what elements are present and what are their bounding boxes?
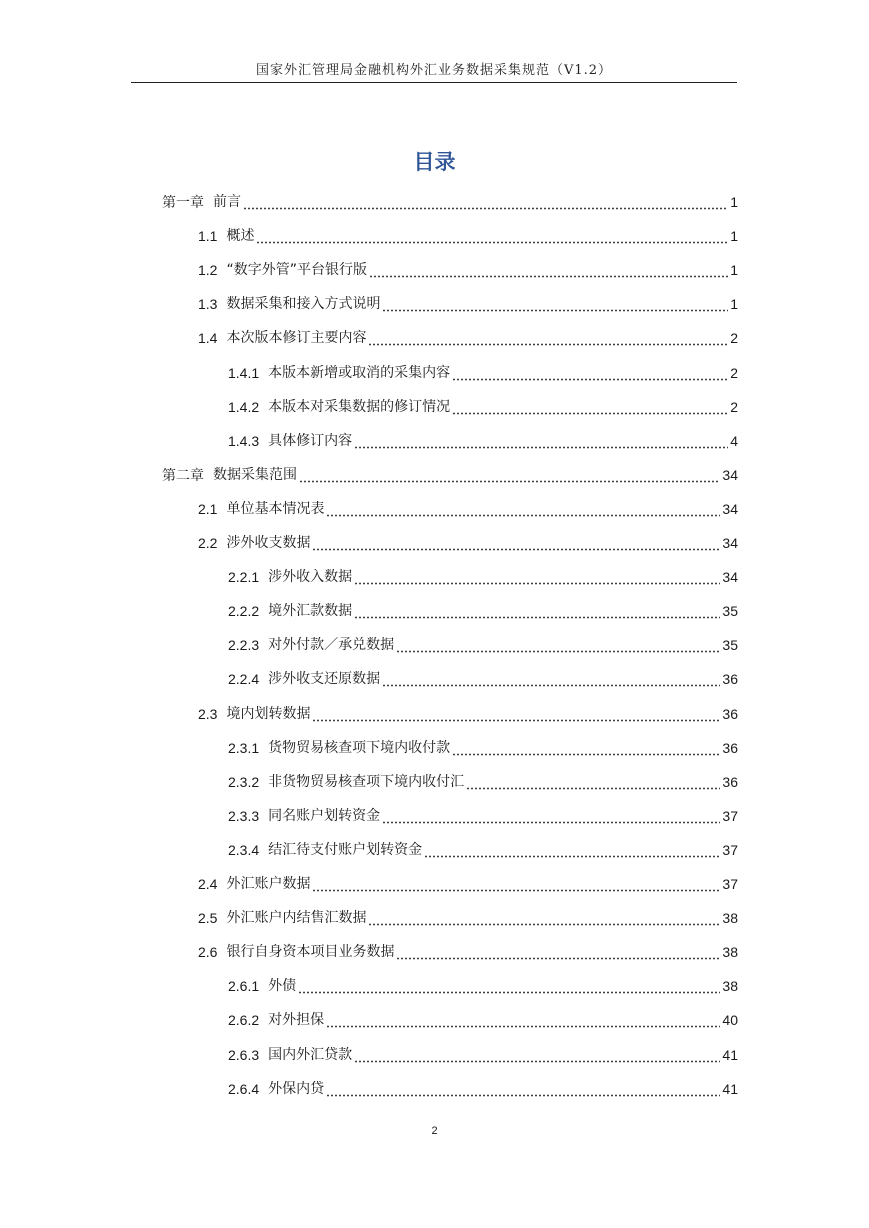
- toc-dot-leader: [326, 1072, 720, 1106]
- toc-dot-leader: [466, 765, 720, 799]
- toc-dot-leader: [354, 1038, 720, 1072]
- toc-entry[interactable]: [228, 628, 738, 662]
- toc-entry[interactable]: [198, 219, 738, 253]
- toc-entry-number: 2.6.3: [228, 1046, 260, 1063]
- toc-entry-title: 外债: [268, 978, 297, 995]
- toc-entry-title: 本版本对采集数据的修订情况: [268, 398, 451, 415]
- toc-entry-page: 1: [730, 262, 738, 279]
- toc-dot-leader: [382, 662, 720, 696]
- toc-dot-leader: [354, 594, 720, 628]
- toc-entry-page: 34: [722, 535, 738, 551]
- toc-entry-number: 2.6.1: [228, 978, 260, 995]
- toc-entry-title: 本版本新增或取消的采集内容: [268, 364, 451, 381]
- toc-entry-title: 境内划转数据: [226, 705, 311, 722]
- toc-entry-title: 外汇账户数据: [226, 876, 311, 892]
- toc-entry-title: 对外担保: [268, 1012, 325, 1029]
- page-header: 国家外汇管理局金融机构外汇业务数据采集规范（V1.2）: [255, 63, 613, 78]
- page-number: 2: [431, 1125, 438, 1137]
- toc-dot-leader: [368, 901, 720, 935]
- toc-entry-title: 外汇账户内结售汇数据: [226, 910, 367, 927]
- toc-entry-page: 41: [722, 1080, 738, 1097]
- toc-entry-number: 2.2.1: [228, 569, 260, 586]
- toc-entry-title: 数据采集和接入方式说明: [226, 296, 381, 313]
- toc-dot-leader: [382, 799, 720, 833]
- toc-entry-page: 35: [722, 637, 738, 654]
- toc-entry-number: 2.3.3: [228, 807, 260, 824]
- toc-dot-leader: [256, 219, 728, 253]
- toc-entry-page: 35: [722, 603, 738, 620]
- toc-entry[interactable]: [228, 1003, 738, 1037]
- toc-dot-leader: [299, 458, 720, 492]
- toc-dot-leader: [312, 697, 720, 731]
- toc-entry-title: 结汇待支付账户划转资金: [268, 841, 423, 858]
- toc-entry-page: 34: [722, 466, 738, 483]
- toc-entry-page: 37: [722, 807, 738, 824]
- toc-entry[interactable]: [198, 697, 738, 731]
- toc-entry[interactable]: [162, 458, 738, 492]
- toc-entry-number: 2.2: [198, 535, 218, 551]
- toc-entry[interactable]: [228, 799, 738, 833]
- toc-entry-number: 2.3: [198, 705, 218, 722]
- toc-entry-title: 前言: [213, 194, 241, 210]
- toc-entry[interactable]: [162, 185, 738, 219]
- toc-entry-title: “数字外管”平台银行版: [226, 262, 367, 279]
- toc-entry[interactable]: [228, 560, 738, 594]
- toc-dot-leader: [396, 935, 720, 969]
- toc-entry-page: 2: [730, 364, 738, 381]
- toc-entry-title: 货物贸易核查项下境内收付款: [268, 739, 451, 756]
- toc-entry[interactable]: [198, 526, 738, 560]
- toc-entry-title: 银行自身资本项目业务数据: [226, 944, 395, 961]
- toc-entry-page: 40: [722, 1012, 738, 1029]
- toc-dot-leader: [312, 867, 720, 901]
- toc-entry-title: 涉外收支数据: [226, 535, 311, 551]
- toc-entry-title: 涉外收入数据: [268, 569, 353, 586]
- toc-entry[interactable]: [198, 321, 738, 355]
- toc-entry[interactable]: [198, 287, 738, 321]
- toc-dot-leader: [369, 253, 728, 287]
- toc-entry-page: 37: [722, 841, 738, 858]
- toc-dot-leader: [354, 560, 720, 594]
- toc-entry[interactable]: [228, 662, 738, 696]
- toc-entry-number: 2.2.3: [228, 637, 260, 654]
- toc-entry-page: 1: [730, 228, 738, 245]
- toc-entry-number: 1.2: [198, 262, 218, 279]
- toc-entry[interactable]: [198, 492, 738, 526]
- toc-dot-leader: [326, 492, 720, 526]
- toc-entry-page: 37: [722, 876, 738, 892]
- toc-entry[interactable]: [228, 765, 738, 799]
- toc-entry-number: 2.3.2: [228, 773, 260, 790]
- toc-entry-number: 1.4.2: [228, 398, 260, 415]
- toc-entry-number: 2.6: [198, 944, 218, 961]
- toc-entry-page: 34: [722, 500, 738, 517]
- toc-entry[interactable]: [228, 833, 738, 867]
- toc-entry[interactable]: [228, 390, 738, 424]
- toc-entry-page: 36: [722, 739, 738, 756]
- toc-entry[interactable]: [228, 594, 738, 628]
- toc-entry-number: 1.4: [198, 330, 218, 347]
- toc-entry-page: 34: [722, 569, 738, 586]
- toc-entry-number: 2.2.2: [228, 603, 260, 620]
- toc-dot-leader: [368, 321, 728, 355]
- toc-entry-page: 36: [722, 705, 738, 722]
- toc-entry[interactable]: [228, 356, 738, 390]
- toc-entry-number: 2.2.4: [228, 671, 260, 688]
- toc-entry-page: 36: [722, 671, 738, 688]
- toc-entry-number: 2.5: [198, 910, 218, 927]
- toc-dot-leader: [326, 1003, 720, 1037]
- toc-entry-title: 本次版本修订主要内容: [226, 330, 367, 347]
- toc-entry[interactable]: [198, 935, 738, 969]
- toc-entry-number: 2.1: [198, 500, 218, 517]
- toc-dot-leader: [382, 287, 728, 321]
- toc-entry[interactable]: [228, 969, 738, 1003]
- toc-entry[interactable]: [198, 867, 738, 901]
- toc-entry-page: 36: [722, 773, 738, 790]
- toc-entry-title: 具体修订内容: [268, 432, 353, 449]
- toc-entry-page: 38: [722, 978, 738, 995]
- toc-entry[interactable]: [198, 253, 738, 287]
- toc-dot-leader: [452, 731, 720, 765]
- toc-entry-number: 1.4.1: [228, 364, 260, 381]
- toc-entry[interactable]: [228, 1072, 738, 1106]
- toc-entry-page: 41: [722, 1046, 738, 1063]
- toc-title: 目录: [413, 150, 456, 174]
- toc-entry-page: 4: [730, 432, 738, 449]
- toc-entry-number: 2.3.1: [228, 739, 260, 756]
- toc-entry[interactable]: [198, 901, 738, 935]
- toc-entry-number: 2.4: [198, 876, 218, 892]
- toc-entry-number: 2.6.2: [228, 1012, 260, 1029]
- toc-dot-leader: [452, 356, 728, 390]
- toc-dot-leader: [396, 628, 720, 662]
- header-divider: [131, 82, 737, 83]
- toc-entry-number: 第一章: [162, 194, 204, 210]
- toc-entry-number: 1.1: [198, 228, 218, 245]
- toc-entry-number: 2.6.4: [228, 1080, 260, 1097]
- toc-dot-leader: [354, 424, 728, 458]
- toc-entry-title: 对外付款／承兑数据: [268, 637, 395, 654]
- toc-entry-number: 1.3: [198, 296, 218, 313]
- toc-entry-number: 第二章: [162, 466, 204, 483]
- toc-entry-title: 国内外汇贷款: [268, 1046, 353, 1063]
- toc-entry[interactable]: [228, 1038, 738, 1072]
- toc-dot-leader: [452, 390, 728, 424]
- toc-entry-number: 2.3.4: [228, 841, 260, 858]
- toc-entry-title: 境外汇款数据: [268, 603, 353, 620]
- toc-dot-leader: [424, 833, 720, 867]
- toc-entry-page: 38: [722, 910, 738, 927]
- toc-entry-page: 2: [730, 330, 738, 347]
- toc-entry-title: 外保内贷: [268, 1080, 325, 1097]
- toc-entry-title: 同名账户划转资金: [268, 807, 381, 824]
- toc-entry-title: 非货物贸易核查项下境内收付汇: [268, 773, 465, 790]
- toc-entry-page: 2: [730, 398, 738, 415]
- toc-entry[interactable]: [228, 424, 738, 458]
- toc-entry-page: 1: [730, 296, 738, 313]
- toc-dot-leader: [312, 526, 720, 560]
- toc-entry-title: 数据采集范围: [213, 466, 297, 483]
- toc-entry-title: 单位基本情况表: [226, 500, 325, 517]
- toc-entry-page: 38: [722, 944, 738, 961]
- toc-entry-number: 1.4.3: [228, 432, 260, 449]
- toc-entry-title: 涉外收支还原数据: [268, 671, 381, 688]
- toc-dot-leader: [243, 185, 728, 219]
- toc-entry-page: 1: [730, 194, 738, 210]
- toc-dot-leader: [298, 969, 720, 1003]
- toc-entry[interactable]: [228, 731, 738, 765]
- toc-entry-title: 概述: [226, 228, 255, 245]
